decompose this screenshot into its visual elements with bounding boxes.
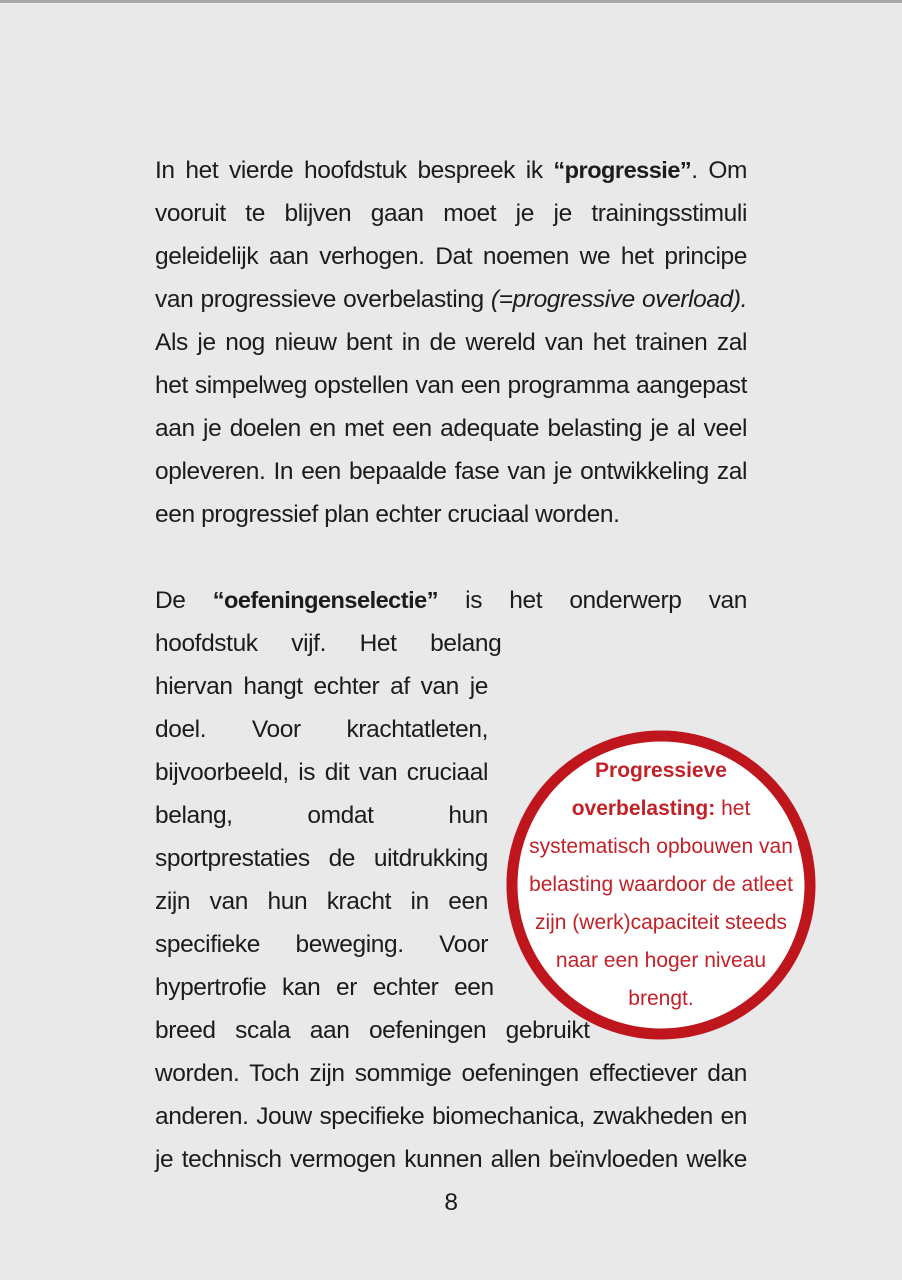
paragraph-progressie (155, 149, 747, 536)
text-segment: Als je nog nieuw bent in de wereld van het trainen zal het simpelweg opstellen van een programma aangepast aan je doelen en met een adequate belasting je al veel opleveren. In een bepaalde fase van je ontwikkeling zal een progressief plan echter cruciaal worden. (155, 329, 747, 528)
text-segment: Progressieve overbelasting: (571, 759, 727, 820)
callout-text (521, 752, 801, 1018)
text-segment: In het vierde hoofdstuk bespreek ik (155, 157, 554, 184)
text-segment: . Om vooruit te blijven gaan moet je je trainingsstimuli geleidelijk aan verhogen. Dat noemen we het principe van progressieve overbelasting (155, 157, 748, 313)
text-segment: “oefeningenselectie” (212, 587, 438, 613)
progressieve-overbelasting-callout (503, 727, 819, 1043)
text-segment: “progressie” (553, 157, 692, 183)
text-segment: het systematisch opbouwen van belasting waardoor de atleet zijn (werk)capaciteit steeds naar een hoger niveau brengt. (529, 797, 793, 1010)
text-segment: De (155, 587, 213, 614)
text-segment: is het onderwerp van hoofdstuk vijf. Het belang hiervan hangt echter af van je doel. Voor krachtatleten, bijvoorbeeld, is dit van cruciaal belang, omdat hun sportprestaties de uitdrukking zijn van hun kracht in een specifieke beweging. Voor hypertrofie kan er echter een breed scala aan oefeningen gebruikt worden. Toch zijn sommige oefeningen effectiever dan anderen. Jouw specifieke biomechanica, zwakheden en je technisch vermogen kunnen allen beïnvloeden welke (155, 587, 747, 1173)
page-number: 8 (444, 1189, 458, 1216)
text-segment: (=progressive overload). (490, 286, 747, 313)
